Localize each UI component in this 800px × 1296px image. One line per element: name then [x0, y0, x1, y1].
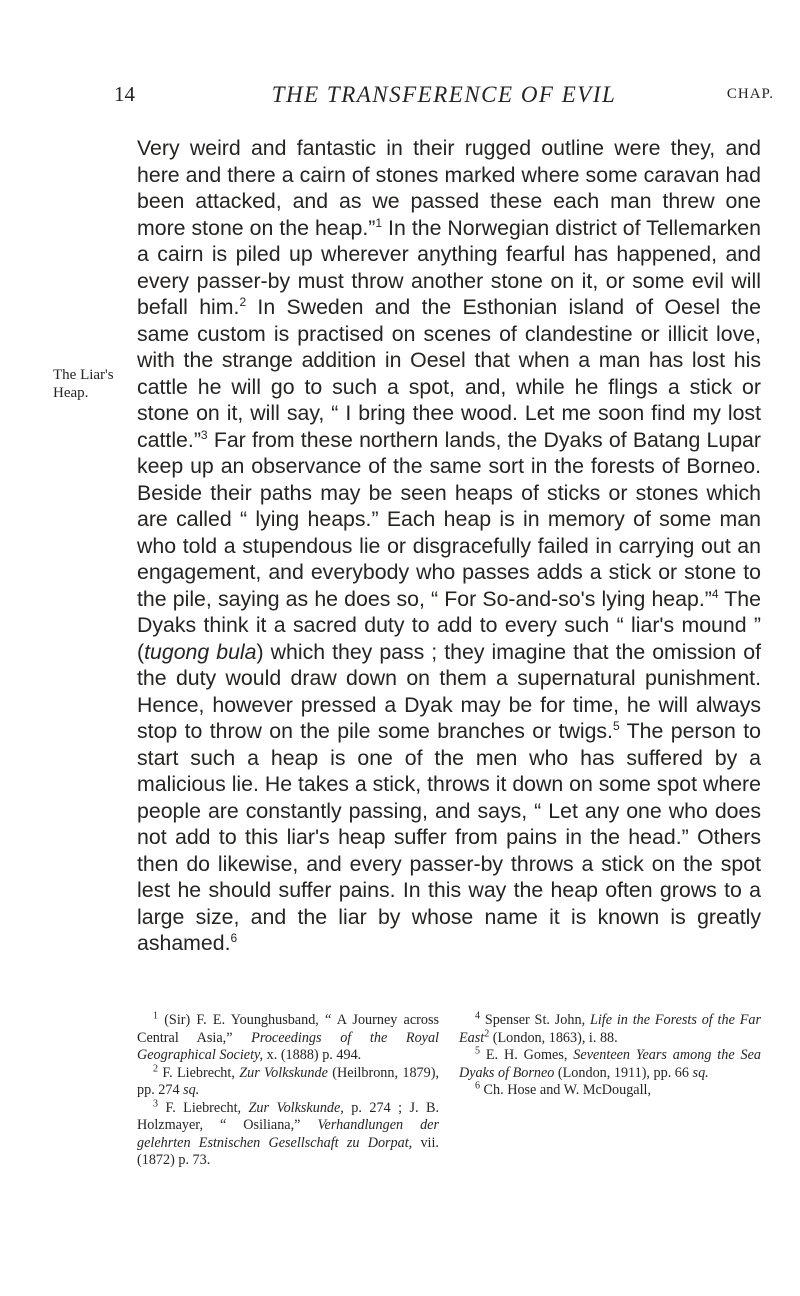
page-number: 14 [114, 82, 135, 106]
footnote-5 [459, 1047, 761, 1082]
chapter-label: CHAP. [726, 86, 774, 102]
footnote-ref-2: 2 [239, 294, 247, 309]
footnote-ref-4: 4 [711, 586, 719, 601]
footnote-2 [137, 1062, 440, 1100]
margin-note-line-1: The Liar's [53, 367, 114, 383]
text-run-4: Far from these northern lands, the Dyaks of Batang Lupar keep up an observance of the same sort in the forests of Borneo. Beside their paths may be seen heaps of sticks or stones which are called “ lying heaps.” Each heap is in memory of some man who told a stupendous lie or disgracefully failed in carrying out an engagement, and everybody who passes adds a stick or stone to the pile, saying as he does so, “ For So-and-so's lying heap.” [137, 427, 761, 611]
text-run-3: In Sweden and the Esthonian island of Oesel the same custom is practised on scenes of clandestine or illicit love, with the strange addition in Oesel that when a man has lost his cattle he will go to such a spot, and, while he flings a stick or stone on it, will say, “ I bring thee wood. Let me soon find my lost cattle.” [137, 295, 761, 452]
footnote-number: 1 [153, 1010, 158, 1022]
footnote-ref-1: 1 [375, 215, 383, 230]
footnote-title: Zur Volkskunde, [248, 1099, 344, 1116]
footnotes [137, 1012, 761, 1170]
footnote-text: Spenser St. John, [480, 1012, 590, 1028]
footnote-column-left [137, 1012, 439, 1170]
footnote-title: Proceedings of the Royal Geographical Society, [137, 1029, 439, 1063]
footnote-ref-5: 5 [612, 718, 620, 733]
footnote-sq: sq. [183, 1082, 200, 1098]
footnote-text: (Sir) F. E. Younghusband, “ A Journey across Central Asia,” [137, 1012, 439, 1046]
footnote-number: 6 [475, 1080, 480, 1092]
paragraph [137, 135, 761, 957]
footnote-text: Ch. Hose and W. McDougall, [480, 1082, 652, 1098]
footnote-text: vii. (1872) p. 73. [137, 1134, 439, 1168]
footnote-text: F. Liebrecht, [158, 1099, 249, 1116]
footnote-text: (Heilbronn, 1879), pp. 274 [137, 1064, 440, 1098]
page-header [114, 82, 774, 112]
native-term: tugong bula [144, 639, 257, 664]
text-run-2: In the Norwegian district of Tellemarken a cairn is piled up wherever anything fearful has happened, and every passer-by must throw another stone on it, or some evil will befall him. [137, 215, 761, 319]
footnote-text: (London, 1911), pp. 66 [554, 1064, 693, 1081]
footnote-1 [137, 1012, 439, 1065]
footnote-text: E. H. Gomes, [480, 1047, 574, 1063]
text-run-5: The Dyaks think it a sacred duty to add to every such “ liar's mound ” ( [137, 586, 761, 664]
text-run-1: Very weird and fantastic in their rugged outline were they, and here and there a cairn of stones marked where some caravan had been attacked, and as we passed these each man threw one more stone on the heap.” [137, 136, 761, 240]
text-run-6: ) which they pass ; they imagine that the omission of the duty would draw down on them a supernatural punishment. Hence, however pressed a Dyak may be for time, he will always stop to throw on the pile some branches or twigs. [137, 639, 762, 743]
edition-number: 2 [484, 1027, 490, 1039]
footnote-text: (London, 1863), i. 88. [489, 1029, 618, 1046]
footnote-3 [137, 1097, 440, 1170]
footnote-text: F. Liebrecht, [158, 1064, 240, 1081]
footnote-ref-6: 6 [230, 930, 238, 945]
footnote-sq: sq. [692, 1064, 709, 1081]
footnote-number: 4 [475, 1010, 480, 1022]
footnote-title: Life in the Forests of the Far East [459, 1012, 761, 1046]
margin-note [53, 366, 115, 402]
footnote-ref-3: 3 [200, 427, 208, 442]
footnote-text: p. 274 ; J. B. Holzmayer, “ Osiliana,” [137, 1099, 440, 1133]
footnote-column-right [459, 1012, 761, 1170]
footnote-title: Verhandlungen der gelehrten Estnischen Gesellschaft zu Dorpat, [137, 1117, 439, 1151]
margin-note-line-2: Heap. [53, 385, 89, 401]
footnote-title: Zur Volkskunde [239, 1064, 328, 1081]
footnote-number: 3 [153, 1097, 158, 1109]
footnote-number: 5 [475, 1045, 480, 1057]
footnote-title: Seventeen Years among the Sea Dyaks of Borneo [459, 1047, 762, 1081]
footnote-number: 2 [153, 1062, 158, 1074]
text-run-7: The person to start such a heap is one of the men who has suffered by a malicious lie. He takes a stick, throws it down on some spot where people are constantly passing, and says, “ Let any one who does not add to this liar's heap suffer from pains in the head.” Others then do likewise, and every passer-by throws a stick on the spot lest he should suffer pains. In this way the heap often grows to a large size, and the liar by whose name it is known is greatly ashamed. [137, 719, 761, 955]
footnote-6 [459, 1082, 761, 1100]
footnote-4 [459, 1012, 761, 1047]
footnote-text: x. (1888) p. 494. [263, 1047, 362, 1063]
running-title: THE TRANSFERENCE OF EVIL [271, 82, 617, 107]
main-text [137, 135, 761, 957]
